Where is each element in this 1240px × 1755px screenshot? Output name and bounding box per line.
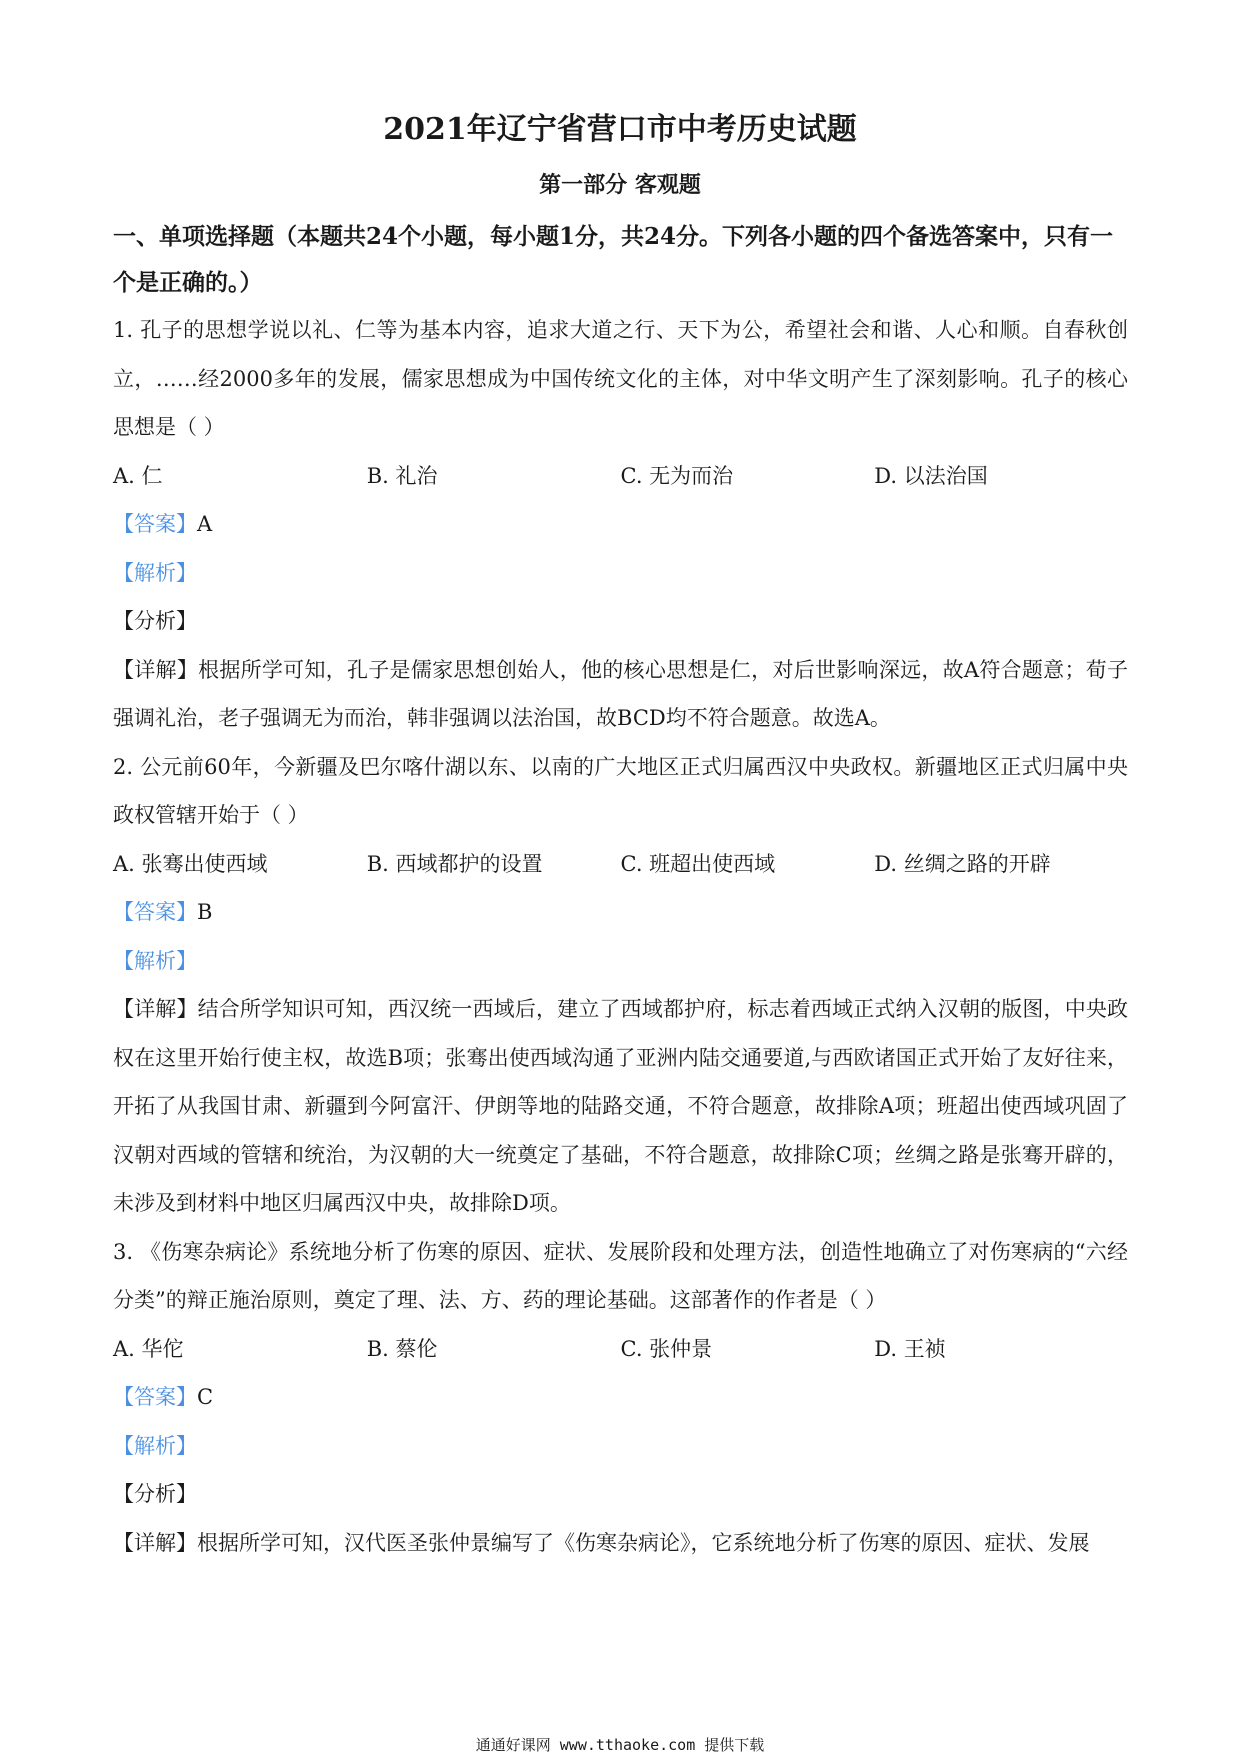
section-heading: 一、单项选择题（本题共24个小题，每小题1分，共24分。下列各小题的四个备选答案中，只有一个是正确的。） — [113, 223, 1114, 296]
answer-value: A — [197, 512, 213, 536]
answer-tag: 【答案】 — [113, 1385, 197, 1409]
option-d: D. 丝绸之路的开辟 — [874, 851, 1051, 876]
question-2-options — [113, 840, 1128, 889]
answer-tag: 【答案】 — [113, 512, 197, 536]
option-d: D. 王祯 — [874, 1336, 946, 1361]
question-3-fenxi: 【分析】 — [113, 1482, 197, 1506]
question-2-detail: 【详解】结合所学知识可知，西汉统一西域后，建立了西域都护府，标志着西域正式纳入汉朝的版图，中央政权在这里开始行使主权，故选B项；张骞出使西域沟通了亚洲内陆交通要道,与西欧诸国正式开始了友好往来，开拓了从我国甘肃、新疆到今阿富汗、伊朗等地的陆路交通，不符合题意，故排除A项；班超出使西域巩固了汉朝对西域的管辖和统治，为汉朝的大一统奠定了基础，不符合题意，故排除C项；丝绸之路是张骞开辟的，未涉及到材料中地区归属西汉中央，故排除D项。 — [113, 997, 1128, 1215]
option-b: B. 蔡伦 — [366, 1336, 438, 1361]
question-1-jiexi: 【解析】 — [113, 560, 197, 585]
question-3-stem: 3. 《伤寒杂病论》系统地分析了伤寒的原因、症状、发展阶段和处理方法，创造性地确立了对伤寒病的“六经分类”的辩正施治原则，奠定了理、法、方、药的理论基础。这部著作的作者是（ ） — [113, 1239, 1128, 1312]
page-title: 2021年辽宁省营口市中考历史试题 — [383, 112, 857, 147]
option-a: A. 仁 — [113, 463, 163, 488]
question-3-jiexi: 【解析】 — [113, 1433, 197, 1458]
question-2-answer — [113, 888, 1128, 937]
answer-value: B — [197, 900, 213, 924]
question-3-options — [113, 1325, 1128, 1374]
option-b: B. 礼治 — [366, 463, 438, 488]
option-c: C. 无为而治 — [620, 463, 734, 488]
question-1-answer — [113, 500, 1128, 549]
option-a: A. 华佗 — [113, 1336, 184, 1361]
question-3-answer — [113, 1373, 1128, 1422]
question-1-fenxi: 【分析】 — [113, 609, 197, 633]
document-body — [113, 214, 1128, 1567]
part-heading: 第一部分 客观题 — [539, 172, 701, 198]
footer-credit: 通通好课网 www.tthaoke.com 提供下载 — [475, 1736, 765, 1754]
option-c: C. 班超出使西域 — [620, 851, 776, 876]
question-3-detail: 【详解】根据所学可知，汉代医圣张仲景编写了《伤寒杂病论》，它系统地分析了伤寒的原因、症状、发展 — [113, 1530, 1090, 1555]
option-d: D. 以法治国 — [874, 463, 988, 488]
question-1-stem: 1. 孔子的思想学说以礼、仁等为基本内容，追求大道之行、天下为公，希望社会和谐、人心和顺。自春秋创立，……经2000多年的发展，儒家思想成为中国传统文化的主体，对中华文明产生了深刻影响。孔子的核心思想是（ ） — [113, 318, 1128, 439]
answer-value: C — [197, 1385, 214, 1409]
option-a: A. 张骞出使西域 — [113, 851, 268, 876]
question-2-stem: 2. 公元前60年，今新疆及巴尔喀什湖以东、以南的广大地区正式归属西汉中央政权。新疆地区正式归属中央政权管辖开始于（ ） — [113, 754, 1128, 827]
option-c: C. 张仲景 — [620, 1336, 713, 1361]
option-b: B. 西域都护的设置 — [366, 851, 543, 876]
question-2-jiexi: 【解析】 — [113, 948, 197, 973]
question-1-options — [113, 452, 1128, 501]
answer-tag: 【答案】 — [113, 900, 197, 924]
question-1-detail: 【详解】根据所学可知，孔子是儒家思想创始人，他的核心思想是仁，对后世影响深远，故A符合题意；荀子强调礼治，老子强调无为而治，韩非强调以法治国，故BCD均不符合题意。故选A。 — [113, 657, 1128, 730]
